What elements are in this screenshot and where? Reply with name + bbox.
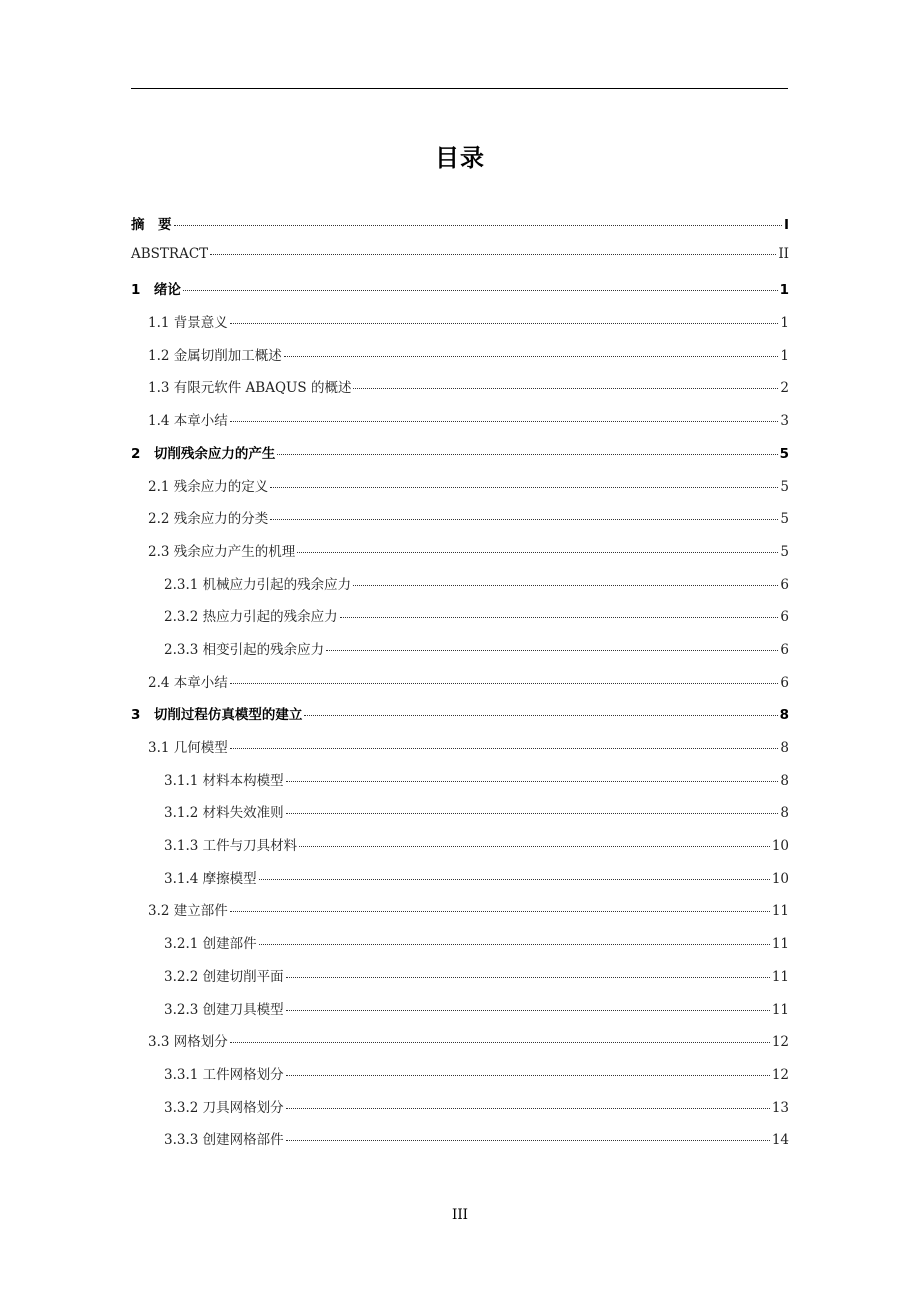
dot-leader <box>270 519 778 520</box>
toc-entry[interactable] <box>131 507 789 540</box>
toc-entry-page-number: 3 <box>780 413 789 430</box>
footer-page-number: III <box>452 1207 468 1223</box>
toc-entry[interactable] <box>131 540 789 573</box>
toc-entry-title: ABSTRACT <box>131 245 209 262</box>
toc-entry[interactable] <box>131 605 789 638</box>
toc-entry[interactable] <box>131 246 789 279</box>
dot-leader <box>277 454 777 455</box>
toc-entry-page-number: 2 <box>780 380 789 397</box>
toc-entry-title: 摘 要 <box>131 217 172 233</box>
dot-leader <box>286 977 770 978</box>
toc-entry[interactable] <box>131 736 789 769</box>
dot-leader <box>286 1140 770 1141</box>
toc-entry-page-number: 1 <box>780 315 789 332</box>
dot-leader <box>340 617 779 618</box>
dot-leader <box>230 748 779 749</box>
dot-leader <box>284 356 779 357</box>
toc-entry-page-number: 5 <box>779 445 789 462</box>
toc-entry-title: 3.2 建立部件 <box>148 903 228 920</box>
toc-entry[interactable] <box>131 213 789 246</box>
toc-entry-title: 3.2.3 创建刀具模型 <box>164 1001 284 1018</box>
toc-entry-page-number: 8 <box>780 805 789 822</box>
toc-entry-page-number: I <box>783 217 789 233</box>
toc-entry[interactable] <box>131 311 789 344</box>
toc-entry[interactable] <box>131 344 789 377</box>
dot-leader <box>286 813 779 814</box>
toc-entry-page-number: 6 <box>780 609 789 626</box>
toc-entry[interactable] <box>131 278 789 311</box>
toc-entry-page-number: 6 <box>780 641 789 658</box>
toc-entry-title: 2.3.2 热应力引起的残余应力 <box>164 609 338 626</box>
dot-leader <box>326 650 778 651</box>
toc-entry[interactable] <box>131 769 789 802</box>
toc-entry[interactable] <box>131 867 789 900</box>
toc-entry-title: 1.1 背景意义 <box>148 315 228 332</box>
toc-entry-title: 1.4 本章小结 <box>148 413 228 430</box>
toc-entry-page-number: 10 <box>771 838 789 855</box>
dot-leader <box>286 1108 770 1109</box>
toc-entry-title: 2.2 残余应力的分类 <box>148 511 269 528</box>
toc-entry[interactable] <box>131 475 789 508</box>
toc-entry-title: 3.1 几何模型 <box>148 740 228 756</box>
toc-entry-page-number: 5 <box>780 511 789 528</box>
toc-entry-title: 3 切削过程仿真模型的建立 <box>131 707 303 724</box>
toc-entry-page-number: 8 <box>780 772 789 789</box>
page-title: 目录 <box>435 144 485 172</box>
toc-entry-title: 2.3 残余应力产生的机理 <box>148 543 296 560</box>
toc-entry[interactable] <box>131 442 789 475</box>
toc-entry-title: 2.1 残余应力的定义 <box>148 478 269 495</box>
dot-leader <box>230 683 779 684</box>
header-rule <box>131 88 788 89</box>
toc-entry-title: 3.1.3 工件与刀具材料 <box>164 838 298 855</box>
toc-entry-title: 2.3.1 机械应力引起的残余应力 <box>164 576 352 593</box>
dot-leader <box>174 225 782 226</box>
dot-leader <box>353 388 778 389</box>
dot-leader <box>210 254 776 255</box>
dot-leader <box>230 421 779 422</box>
toc-entry-title: 3.3 网格划分 <box>148 1034 228 1051</box>
dot-leader <box>353 585 778 586</box>
toc-entry[interactable] <box>131 703 789 736</box>
toc-entry-page-number: 12 <box>771 1034 789 1051</box>
toc-entry[interactable] <box>131 671 789 704</box>
toc-entry-page-number: 11 <box>771 1001 789 1018</box>
toc-entry-page-number: 5 <box>780 478 789 495</box>
toc-entry-page-number: 13 <box>771 1099 789 1116</box>
toc-entry-page-number: 10 <box>771 870 789 887</box>
toc-entry-title: 3.2.2 创建切削平面 <box>164 968 284 985</box>
toc-entry[interactable] <box>131 998 789 1031</box>
toc-entry-page-number: II <box>778 245 789 262</box>
toc-entry-page-number: 1 <box>779 282 789 299</box>
toc-entry-title: 3.3.2 刀具网格划分 <box>164 1099 284 1116</box>
toc-entry[interactable] <box>131 573 789 606</box>
toc-entry-page-number: 12 <box>771 1066 789 1083</box>
toc-entry-page-number: 6 <box>780 576 789 593</box>
toc-entry-title: 3.1.2 材料失效准则 <box>164 805 284 822</box>
toc-entry[interactable] <box>131 1128 789 1161</box>
toc-entry[interactable] <box>131 965 789 998</box>
table-of-contents <box>131 213 789 1161</box>
dot-leader <box>286 1075 770 1076</box>
toc-entry-page-number: 14 <box>771 1132 789 1149</box>
toc-entry-title: 2.3.3 相变引起的残余应力 <box>164 641 325 658</box>
toc-entry[interactable] <box>131 899 789 932</box>
toc-entry[interactable] <box>131 1096 789 1129</box>
dot-leader <box>299 846 770 847</box>
dot-leader <box>297 552 778 553</box>
toc-entry-title: 3.1.1 材料本构模型 <box>164 772 284 789</box>
dot-leader <box>230 1042 770 1043</box>
toc-entry-page-number: 11 <box>771 936 789 953</box>
dot-leader <box>270 487 778 488</box>
toc-entry-page-number: 11 <box>771 903 789 920</box>
toc-entry[interactable] <box>131 932 789 965</box>
toc-entry-title: 3.3.1 工件网格划分 <box>164 1066 284 1083</box>
toc-entry[interactable] <box>131 801 789 834</box>
toc-entry-page-number: 1 <box>780 347 789 364</box>
dot-leader <box>230 323 779 324</box>
toc-entry[interactable] <box>131 409 789 442</box>
toc-entry[interactable] <box>131 376 789 409</box>
dot-leader <box>259 879 770 880</box>
dot-leader <box>259 944 770 945</box>
dot-leader <box>304 715 777 716</box>
dot-leader <box>286 1010 770 1011</box>
toc-entry[interactable] <box>131 834 789 867</box>
toc-entry-title: 3.3.3 创建网格部件 <box>164 1132 284 1149</box>
toc-entry-page-number: 6 <box>780 674 789 691</box>
toc-entry-page-number: 11 <box>771 968 789 985</box>
toc-entry-page-number: 8 <box>780 740 789 756</box>
toc-entry-page-number: 5 <box>780 543 789 560</box>
toc-entry[interactable] <box>131 1063 789 1096</box>
toc-entry-title: 1.3 有限元软件 ABAQUS 的概述 <box>148 380 352 397</box>
toc-entry-title: 3.2.1 创建部件 <box>164 936 257 953</box>
dot-leader <box>183 290 778 291</box>
dot-leader <box>286 781 779 782</box>
dot-leader <box>230 911 770 912</box>
toc-entry-title: 1.2 金属切削加工概述 <box>148 347 282 364</box>
toc-entry-title: 2.4 本章小结 <box>148 674 228 691</box>
toc-entry-page-number: 8 <box>779 707 789 724</box>
toc-entry[interactable] <box>131 1030 789 1063</box>
toc-entry-title: 1 绪论 <box>131 282 181 299</box>
toc-entry-title: 2 切削残余应力的产生 <box>131 445 276 462</box>
toc-entry-title: 3.1.4 摩擦模型 <box>164 870 257 887</box>
toc-entry[interactable] <box>131 638 789 671</box>
